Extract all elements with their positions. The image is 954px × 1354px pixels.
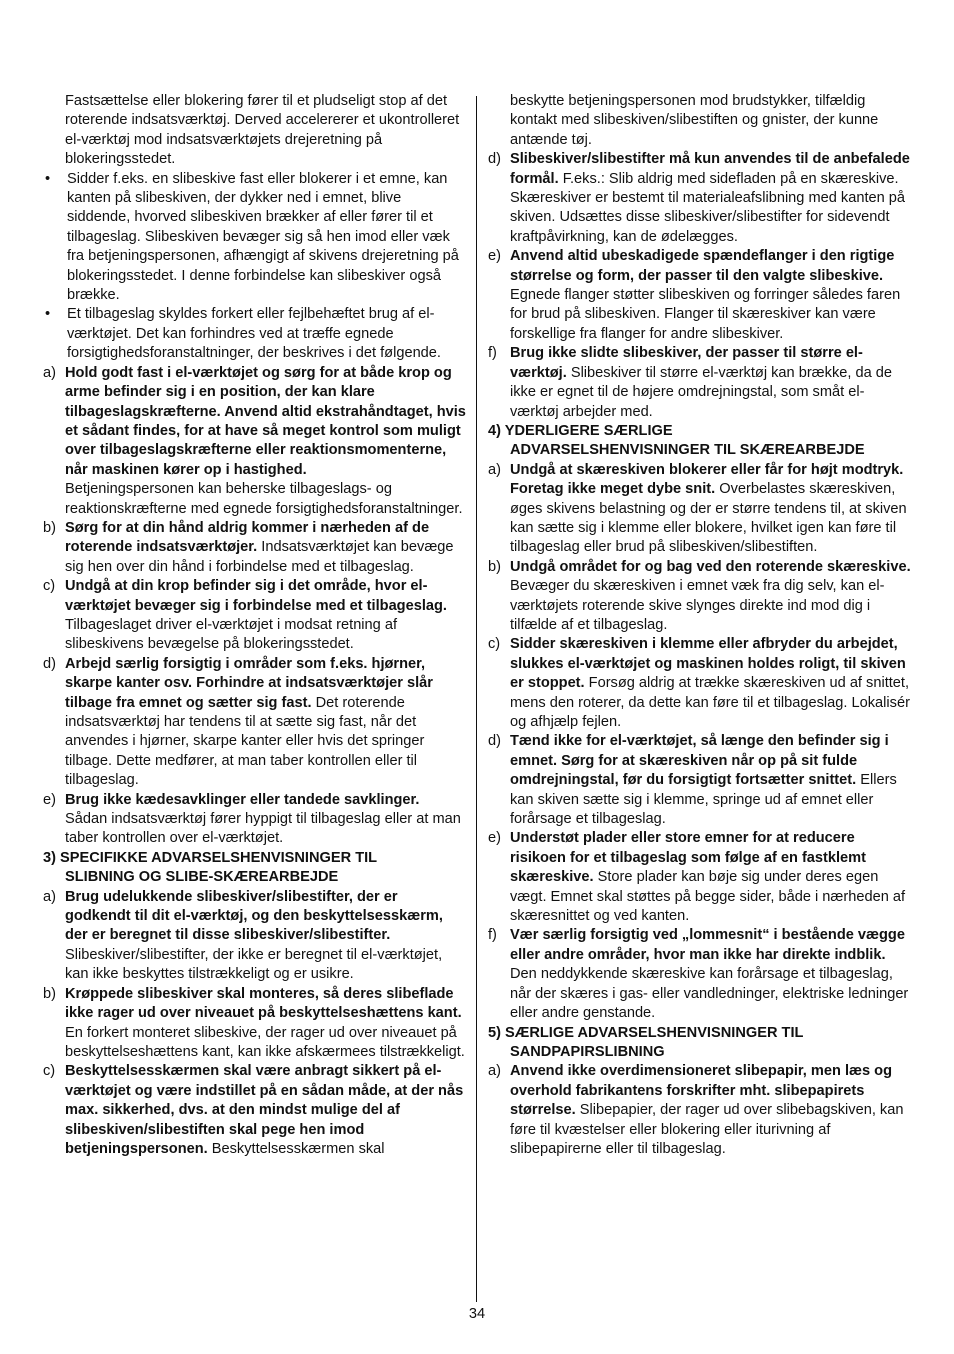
explanation-text: Den neddykkende skæreskive kan forårsage et tilbageslag, når der skæres i gas- eller vandledninger, elektriske ledninger eller andre genstande. bbox=[510, 966, 909, 1022]
bold-instruction: Brug udelukkende slibeskiver/slibestifter, der er godkendt til dit el-værktøj, og den beskyttelsesskærm, der er beregnet til disse slibeskiver/slibestifter. bbox=[65, 888, 443, 944]
explanation-text: Indsatsværktøjet kan bevæge sig hen over din hånd i forbindelse med et tilbageslag. bbox=[65, 539, 454, 575]
list-marker: b) bbox=[488, 558, 501, 575]
bullet-text: Et tilbageslag skyldes forkert eller fejlbehæftet brug af el-værktøjet. Det kan forhindres ved at træffe egnede forsigtighedsforanstaltninger, der beskrives i det følgende. bbox=[67, 306, 441, 362]
section-3-item-c bbox=[43, 1062, 467, 1159]
bold-instruction: Hold godt fast i el-værktøjet og sørg for at både krop og arme befinder sig i en position, der kan klare tilbageslagskræfterne. Anvend altid ekstrahåndtaget, hvis et sådant findes, for at have så meget kontrol som muligt over tilbageslagskræfterne eller reaktionsmomenterne, når maskinen kører op i hastighed. bbox=[65, 364, 466, 478]
section-4-heading-line1: 4) YDERLIGERE SÆRLIGE bbox=[488, 422, 673, 439]
bold-instruction: Slibeskiver/slibestifter må kun anvendes til de anbefalede formål. bbox=[510, 151, 910, 187]
section-4-item-b bbox=[488, 558, 912, 636]
list-marker: d) bbox=[43, 655, 56, 672]
list-marker: b) bbox=[43, 519, 56, 536]
section-4-item-a bbox=[488, 461, 912, 558]
section-3-heading-line2: SLIBNING OG SLIBE-SKÆREARBEJDE bbox=[65, 869, 339, 886]
explanation-text: Slibeskiver/slibestifter, der ikke er beregnet til el-værktøjet, kan ikke beskyttes tilstrækkeligt og er usikre. bbox=[65, 946, 443, 983]
bold-instruction: Brug ikke kædesavklinger eller tandede savklinger. bbox=[65, 791, 420, 808]
explanation-text: Sådan indsatsværktøj fører hyppigt til tilbageslag eller at man taber kontrollen over el-værktøjet. bbox=[65, 811, 461, 847]
list-marker: c) bbox=[488, 636, 501, 653]
list-marker: e) bbox=[488, 830, 501, 847]
section-4-item-e bbox=[488, 829, 912, 926]
list-marker: a) bbox=[43, 364, 56, 381]
bold-instruction: Vær særlig forsigtig ved „lommesnit“ i bestående vægge eller andre områder, hvor man ikke har direkte indblik. bbox=[510, 927, 905, 963]
section-5-heading bbox=[488, 1024, 912, 1063]
explanation-text: Det roterende indsatsværktøj har tendens til at sætte sig fast, når det anvendes i hjørner, skarpe kanter eller hvis det springer tilbage. Dette medfører, at man taber kontrollen eller til tilbageslag. bbox=[65, 694, 425, 789]
bullet-marker: • bbox=[45, 306, 51, 323]
explanation-text: Tilbageslaget driver el-værktøjet i modsat retning af slibeskivens bevægelse på blokeringsstedet. bbox=[65, 616, 398, 653]
section-4-item-c bbox=[488, 635, 912, 732]
list-marker: a) bbox=[43, 888, 56, 905]
column-divider bbox=[476, 96, 477, 1302]
list-marker: a) bbox=[488, 1063, 501, 1080]
bold-instruction: Undgå at skæreskiven blokerer eller får for højt modtryk. Foretag ikke meget dybe snit. bbox=[510, 461, 904, 498]
explanation-text: Slibepapier, der rager ud over slibebagskiven, kan føre til kvæstelser eller blokering eller iturivning af slibepapirerne eller til tilbageslag. bbox=[510, 1102, 904, 1157]
list-marker: b) bbox=[43, 985, 56, 1002]
left-column bbox=[43, 92, 467, 1159]
section-4-item-f bbox=[488, 926, 912, 1023]
explanation-text: Bevæger du skæreskiven i emnet væk fra dig selv, kan el-værktøjets roterende skive slynges direkte ind mod dig i tilfælde af et tilbageslag. bbox=[510, 578, 885, 633]
explanation-text: Forsøg aldrig at trække skæreskiven ud af snittet, mens den roterer, da dette kan føre til et tilbageslag. Lokalisér og afhjælp fejlen. bbox=[510, 675, 910, 730]
bold-instruction: Krøppede slibeskiver skal monteres, så deres slibeflade ikke rager ud over niveauet på beskyttelseshættens kant. bbox=[65, 985, 462, 1022]
bullet-item bbox=[43, 305, 467, 363]
section-4-heading bbox=[488, 422, 912, 461]
list-marker: d) bbox=[488, 733, 501, 750]
bold-instruction: Anvend altid ubeskadigede spændeflanger i den rigtige størrelse og form, der passer til den valgte slibeskive. bbox=[510, 248, 895, 284]
section-5-heading-line1: 5) SÆRLIGE ADVARSELSHENVISNINGER TIL bbox=[488, 1024, 804, 1041]
bold-instruction: Arbejd særlig forsigtig i områder som f.eks. hjørner, skarpe kanter osv. Forhindre at indsatsværktøjer slår tilbage fra emnet og sætter sig fast. bbox=[65, 655, 433, 711]
list-marker: c) bbox=[43, 1063, 56, 1080]
section-3-item-b bbox=[43, 985, 467, 1063]
list-marker: e) bbox=[43, 791, 56, 808]
bold-instruction: Sidder skæreskiven i klemme eller afbryder du arbejdet, slukkes el-værktøjet og maskinen holdes roligt, til skiven er stoppet. bbox=[510, 636, 906, 692]
explanation-text: Slibeskiver til større el-værktøj kan brække, da de ikke er egnet til de højere omdrejningstal, som småt el-værktøj arbejder med. bbox=[510, 364, 892, 420]
explanation-text: Store plader kan bøje sig under deres egen vægt. Emnet skal støttes på begge sider, både i nærheden af skæresnittet og ved kanten. bbox=[510, 869, 906, 925]
list-item-b bbox=[43, 519, 467, 577]
explanation-text: Overbelastes skæreskiven, øges skivens belastning og der er større tendens til, at skiven kan sætte sig i klemme eller blokere, hvilket igen kan føre til tilbageslag eller brud på slibeskiven/slibestiften. bbox=[510, 481, 907, 556]
bold-instruction: Beskyttelsesskærmen skal være anbragt sikkert på el-værktøjet og være indstillet på en sådan måde, at der nås max. sikkerhed, dvs. at den mindst mulige del af slibeskiven/slibestiften skal pege hen imod betjeningspersonen. bbox=[65, 1063, 464, 1157]
section-3-item-a bbox=[43, 888, 467, 985]
section-3-heading bbox=[43, 849, 467, 888]
section-3-item-f bbox=[488, 344, 912, 422]
bold-instruction: Undgå området for og bag ved den roterende skæreskive. bbox=[510, 558, 911, 575]
list-marker: f) bbox=[488, 345, 497, 362]
bold-instruction: Brug ikke slidte slibeskiver, der passer til større el-værktøj. bbox=[510, 345, 863, 381]
section-5-heading-line2: SANDPAPIRSLIBNING bbox=[510, 1043, 665, 1060]
list-item-c bbox=[43, 577, 467, 655]
explanation-text: Ellers kan skiven sætte sig i klemme, springe ud af emnet eller forårsage et tilbageslag. bbox=[510, 772, 897, 828]
list-item-e bbox=[43, 791, 467, 849]
explanation-text: F.eks.: Slib aldrig med sidefladen på en skæreskive. Skæreskiver er bestemt til materialeafslibning med kanten på skiven. Udsættes disse slibeskiver/slibestifter for sidevendt kraftpåvirkning, kan de ødelægges. bbox=[510, 170, 906, 245]
list-marker: c) bbox=[43, 578, 56, 595]
bullet-item bbox=[43, 170, 467, 306]
explanation-text: Betjeningspersonen kan beherske tilbageslags- og reaktionskræfterne med egnede forsigtighedsforanstaltninger. bbox=[65, 481, 463, 517]
list-marker: d) bbox=[488, 151, 501, 168]
bold-instruction: Anvend ikke overdimensioneret slibepapir, men læs og overhold fabrikantens forskrifter mht. slibepapirets størrelse. bbox=[510, 1063, 892, 1119]
continuation-paragraph: beskytte betjeningspersonen mod brudstykker, tilfældig kontakt med slibeskiven/slibestiften og gnister, der kunne antænde tøj. bbox=[510, 93, 879, 148]
section-5-item-a bbox=[488, 1062, 912, 1159]
right-column bbox=[488, 92, 912, 1159]
bold-instruction: Sørg for at din hånd aldrig kommer i nærheden af de roterende indsatsværktøjer. bbox=[65, 519, 430, 556]
bold-instruction: Undgå at din krop befinder sig i det område, hvor el-værktøjet bevæger sig i forbindelse med et tilbageslag. bbox=[65, 578, 447, 614]
section-3-item-d bbox=[488, 150, 912, 247]
explanation-text: Egnede flanger støtter slibeskiven og forringer således faren for brud på slibeskiven. Flanger til skæreskiver kan være forskellige fra flanger for andre slibeskiver. bbox=[510, 287, 901, 342]
section-3-heading-line1: 3) SPECIFIKKE ADVARSELSHENVISNINGER TIL bbox=[43, 849, 378, 866]
explanation-text: En forkert monteret slibeskive, der rager ud over niveauet på beskyttelseshættens kant, kan ikke afskærmees tilstrækkeligt. bbox=[65, 1024, 465, 1060]
list-marker: e) bbox=[488, 248, 501, 265]
section-4-item-d bbox=[488, 732, 912, 829]
list-item-a bbox=[43, 364, 467, 519]
page-number: 34 bbox=[468, 1306, 486, 1322]
section-3-item-e bbox=[488, 247, 912, 344]
bullet-marker: • bbox=[45, 170, 51, 187]
list-marker: a) bbox=[488, 461, 501, 478]
section-4-heading-line2: ADVARSELSHENVISNINGER TIL SKÆREARBEJDE bbox=[510, 442, 865, 459]
bullet-text: Sidder f.eks. en slibeskive fast eller blokerer i et emne, kan kanten på slibeskiven, der dykker ned i emnet, blive siddende, hvorved slibeskiven brækker af eller fører til et tilbageslag. Slibeskiven bevæger sig så hen imod eller væk fra betjeningspersonen, afhængigt af skivens drejeretning på blokeringsstedet. I denne forbindelse kan slibeskiver også brække. bbox=[67, 170, 459, 304]
bold-instruction: Tænd ikke for el-værktøjet, så længe den befinder sig i emnet. Sørg for at skæreskiven når op på sit fulde omdrejningstal, før du forsigtigt fortsætter snittet. bbox=[510, 733, 889, 789]
bold-instruction: Understøt plader eller store emner for at reducere risikoen for et tilbageslag som følge af en fastklemt skæreskive. bbox=[510, 830, 867, 886]
intro-paragraph: Fastsættelse eller blokering fører til et pludseligt stop af det roterende indsatsværktøj. Derved accelererer et ukontrolleret el-værktøj mod indsatsværktøjets drejeretning på blokeringsstedet. bbox=[65, 93, 460, 168]
list-item-d bbox=[43, 655, 467, 791]
explanation-text: Beskyttelsesskærmen skal bbox=[207, 1140, 385, 1157]
list-marker: f) bbox=[488, 927, 497, 944]
